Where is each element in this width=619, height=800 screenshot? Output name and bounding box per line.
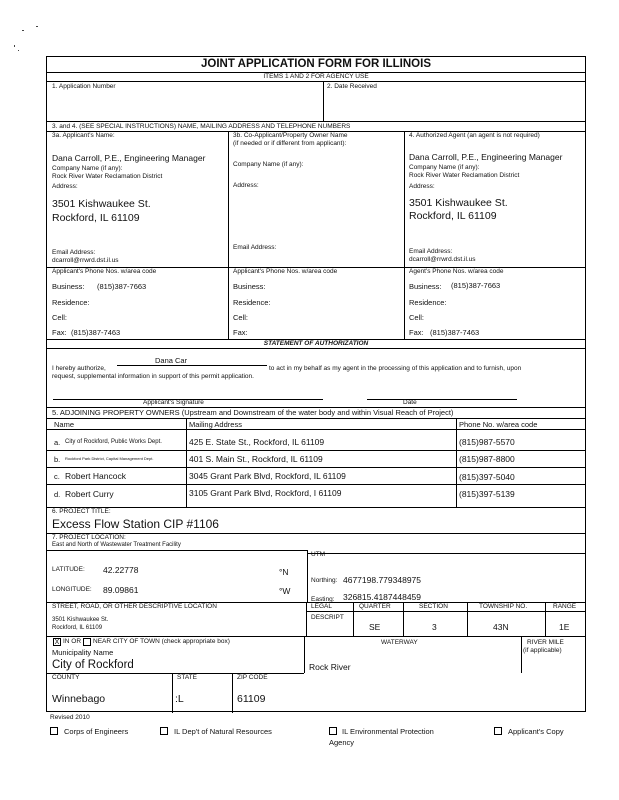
longitude-label: LONGITUDE: (52, 586, 92, 593)
owner-address[interactable]: 401 S. Main St., Rockford, IL 61109 (189, 454, 323, 464)
agent-name[interactable]: Dana Carroll, P.E., Engineering Manager (409, 152, 563, 162)
owners-col-address: Mailing Address (189, 420, 242, 429)
authorization-header: STATEMENT OF AUTHORIZATION (263, 340, 369, 347)
applicant-business[interactable]: (815)387-7663 (97, 282, 147, 291)
waterway-label: WATERWAY (381, 639, 418, 646)
applicant-name[interactable]: Dana Carroll, P.E., Engineering Manager (52, 153, 206, 163)
application-number-label: 1. Application Number (52, 83, 116, 90)
waterway-value[interactable]: Rock River (309, 662, 351, 672)
owners-col-phone: Phone No. w/area code (459, 420, 538, 429)
range-value[interactable]: 1E (559, 622, 570, 632)
state-value[interactable]: :L (175, 693, 184, 705)
signature-date-label: Date (403, 399, 417, 406)
owner-phone[interactable]: (815)397-5040 (459, 472, 515, 482)
project-title[interactable]: Excess Flow Station CIP #1106 (52, 517, 219, 531)
corps-checkbox[interactable] (50, 727, 58, 735)
township-label: TOWNSHIP NO. (479, 603, 528, 610)
owner-letter: c. (54, 472, 60, 481)
copy-iepa-label: IL Environmental Protection (342, 727, 434, 736)
agent-business[interactable]: (815)387-7663 (451, 281, 501, 290)
agent-email-label: Email Address: (409, 248, 453, 255)
agent-street[interactable]: 3501 Kishwaukee St. (409, 197, 508, 209)
agent-email[interactable]: dcarroll@rrwrd.dst.il.us (409, 256, 476, 263)
owner-name[interactable]: Robert Hancock (65, 471, 126, 481)
river-mile-label: RIVER MILE (527, 639, 564, 646)
quarter-value[interactable]: SE (369, 622, 381, 632)
latitude-value[interactable]: 42.22778 (103, 565, 139, 575)
in-city-check-mark: X (54, 639, 60, 646)
authorization-text-line2: request, supplemental information in support of this permit application. (52, 373, 254, 380)
authorization-text-end: to act in my behalf as my agent in the processing of this application and to furnish, upon (269, 365, 522, 372)
form-subtitle: ITEMS 1 AND 2 FOR AGENCY USE (263, 73, 369, 80)
scan-speck (36, 26, 38, 27)
latitude-direction: °N (279, 567, 289, 577)
street-location-city[interactable]: Rockford, IL 61109 (52, 625, 103, 631)
revised-date: Revised 2010 (50, 714, 90, 721)
state-label: STATE (177, 674, 197, 681)
coapplicant-label2: (if needed or if different from applicant): (233, 140, 347, 147)
in-city-checkbox[interactable] (53, 638, 61, 646)
longitude-value[interactable]: 89.09861 (103, 585, 139, 595)
street-location-label: STREET, ROAD, OR OTHER DESCRIPTIVE LOCATION (52, 603, 217, 610)
coapplicant-residence-label: Residence: (233, 298, 271, 307)
coapplicant-address-label: Address: (233, 182, 259, 189)
agent-fax[interactable]: (815)387-7463 (430, 328, 480, 337)
owner-letter: d. (54, 490, 61, 499)
scan-speck (14, 45, 15, 47)
easting-label: Easting: (311, 596, 335, 603)
owner-letter: b. (54, 455, 61, 464)
river-mile-note: (if applicable) (523, 647, 562, 654)
joint-application-form (46, 56, 586, 712)
latitude-label: LATITUDE: (52, 566, 85, 573)
section-label: SECTION (419, 603, 448, 610)
northing-label: Northing: (311, 577, 338, 584)
owner-name[interactable]: City of Rockford, Public Works Dept. (65, 439, 162, 445)
project-location[interactable]: East and North of Wastewater Treatment Facility (52, 542, 181, 548)
utm-label: UTM (311, 551, 326, 558)
owner-address[interactable]: 3105 Grant Park Blvd, Rockford, I 61109 (189, 488, 342, 498)
near-city-label: NEAR CITY OF TOWN (check appropriate box) (93, 638, 230, 645)
owner-name[interactable]: Robert Curry (65, 489, 114, 499)
applicant-company[interactable]: Rock River Water Reclamation District (52, 173, 163, 180)
applicant-street[interactable]: 3501 Kishwaukee St. (52, 198, 151, 210)
coapplicant-phone-label: Applicant's Phone Nos. w/area code (233, 268, 338, 275)
copy-corps-label: Corps of Engineers (64, 727, 129, 736)
easting-value[interactable]: 326815.4187448459 (343, 592, 421, 602)
agent-residence-label: Residence: (409, 298, 447, 307)
applicant-city[interactable]: Rockford, IL 61109 (52, 212, 140, 224)
coapplicant-label: 3b. Co-Applicant/Property Owner Name (233, 132, 348, 139)
street-location[interactable]: 3501 Kishwaukee St. (52, 617, 109, 623)
agent-label: 4. Authorized Agent (an agent is not required) (409, 132, 540, 139)
date-received-label: 2. Date Received (327, 83, 377, 90)
owner-address[interactable]: 425 E. State St., Rockford, IL 61109 (189, 437, 325, 447)
copy-idnr-label: IL Dep't of Natural Resources (174, 727, 272, 736)
copy-iepa-agency: Agency (329, 738, 355, 747)
applicant-email-label: Email Address: (52, 249, 96, 256)
applicant-copy-checkbox[interactable] (494, 727, 502, 735)
agent-city[interactable]: Rockford, IL 61109 (409, 210, 497, 222)
iepa-checkbox[interactable] (329, 727, 337, 735)
owner-name[interactable]: Rockford Park District, Capital Management Dept. (65, 456, 154, 461)
project-title-label: 6. PROJECT TITLE: (52, 508, 111, 515)
owner-letter: a. (54, 438, 61, 447)
county-label: COUNTY (52, 674, 80, 681)
date-received-field[interactable] (324, 81, 585, 121)
legal-label: LEGAL (311, 603, 332, 610)
coapplicant-fax-label: Fax: (233, 328, 248, 337)
coapplicant-business-label: Business: (233, 282, 266, 291)
zip-label: ZIP CODE (237, 674, 268, 681)
in-or-label: IN OR (63, 638, 82, 645)
section3-header: 3. and 4. (SEE SPECIAL INSTRUCTIONS) NAME, MAILING ADDRESS AND TELEPHONE NUMBERS (52, 123, 351, 130)
project-location-label: 7. PROJECT LOCATION: (52, 534, 126, 541)
applicant-signature-label: Applicant's Signature (143, 399, 204, 406)
zip-value[interactable]: 61109 (237, 693, 266, 705)
agent-company[interactable]: Rock River Water Reclamation District (409, 172, 520, 179)
owner-phone[interactable]: (815)987-8800 (459, 454, 515, 464)
agent-fax-label: Fax: (409, 328, 424, 337)
applicant-phone-label: Applicant's Phone Nos. w/area code (52, 268, 157, 275)
signature-date-field[interactable] (367, 383, 517, 399)
agent-cell-label: Cell: (409, 313, 425, 322)
agent-address-label: Address: (409, 183, 435, 190)
applicant-fax[interactable]: (815)387-7463 (71, 328, 121, 337)
applicant-residence-label: Residence: (52, 298, 90, 307)
owners-col-name: Name (54, 420, 75, 429)
agent-phone-label: Agent's Phone Nos. w/area code (409, 268, 504, 275)
near-city-checkbox[interactable] (83, 638, 91, 646)
authorized-agent-name[interactable]: Dana Car (155, 356, 188, 365)
applicant-signature-field[interactable] (53, 383, 323, 399)
coapplicant-email-label: Email Address: (233, 244, 277, 251)
scan-speck (22, 30, 24, 31)
county-value[interactable]: Winnebago (52, 693, 106, 705)
descript-label: DESCRIPT (311, 614, 344, 621)
coapplicant-cell-label: Cell: (233, 313, 249, 322)
application-number-field[interactable] (47, 81, 323, 121)
copy-applicant-label: Applicant's Copy (508, 727, 564, 736)
applicant-email[interactable]: dcarroll@rrwrd.dst.il.us (52, 257, 119, 264)
applicant-name-label: 3a. Applicant's Name: (52, 132, 115, 139)
owner-phone[interactable]: (815)397-5139 (459, 489, 515, 499)
applicant-fax-label: Fax: (52, 328, 67, 337)
quarter-label: QUARTER (359, 603, 391, 610)
municipality-value[interactable]: City of Rockford (52, 659, 134, 671)
applicant-address-label: Address: (52, 183, 78, 190)
range-label: RANGE (553, 603, 577, 610)
owner-phone[interactable]: (815)987-5570 (459, 437, 515, 447)
scan-speck (18, 50, 19, 51)
section-value[interactable]: 3 (432, 622, 437, 632)
township-value[interactable]: 43N (493, 622, 509, 632)
authorization-text-start: I hereby authorize, (52, 365, 106, 372)
applicant-cell-label: Cell: (52, 313, 68, 322)
form-title: JOINT APPLICATION FORM FOR ILLINOIS (201, 58, 431, 70)
applicant-business-label: Business: (52, 282, 85, 291)
agent-business-label: Business: (409, 282, 442, 291)
longitude-direction: °W (279, 586, 291, 596)
coapplicant-company-label: Company Name (if any): (233, 161, 304, 168)
agent-company-label: Company Name (if any): (409, 164, 480, 171)
applicant-company-label: Company Name (if any): (52, 165, 123, 172)
owners-header: 5. ADJOINING PROPERTY OWNERS (Upstream and Downstream of the water body and within Visual Reach of Project) (52, 408, 454, 417)
owner-address[interactable]: 3045 Grant Park Blvd, Rockford, IL 61109 (189, 471, 346, 481)
northing-value[interactable]: 4677198.779348975 (343, 575, 421, 585)
idnr-checkbox[interactable] (160, 727, 168, 735)
municipality-label: Municipality Name (52, 648, 114, 657)
